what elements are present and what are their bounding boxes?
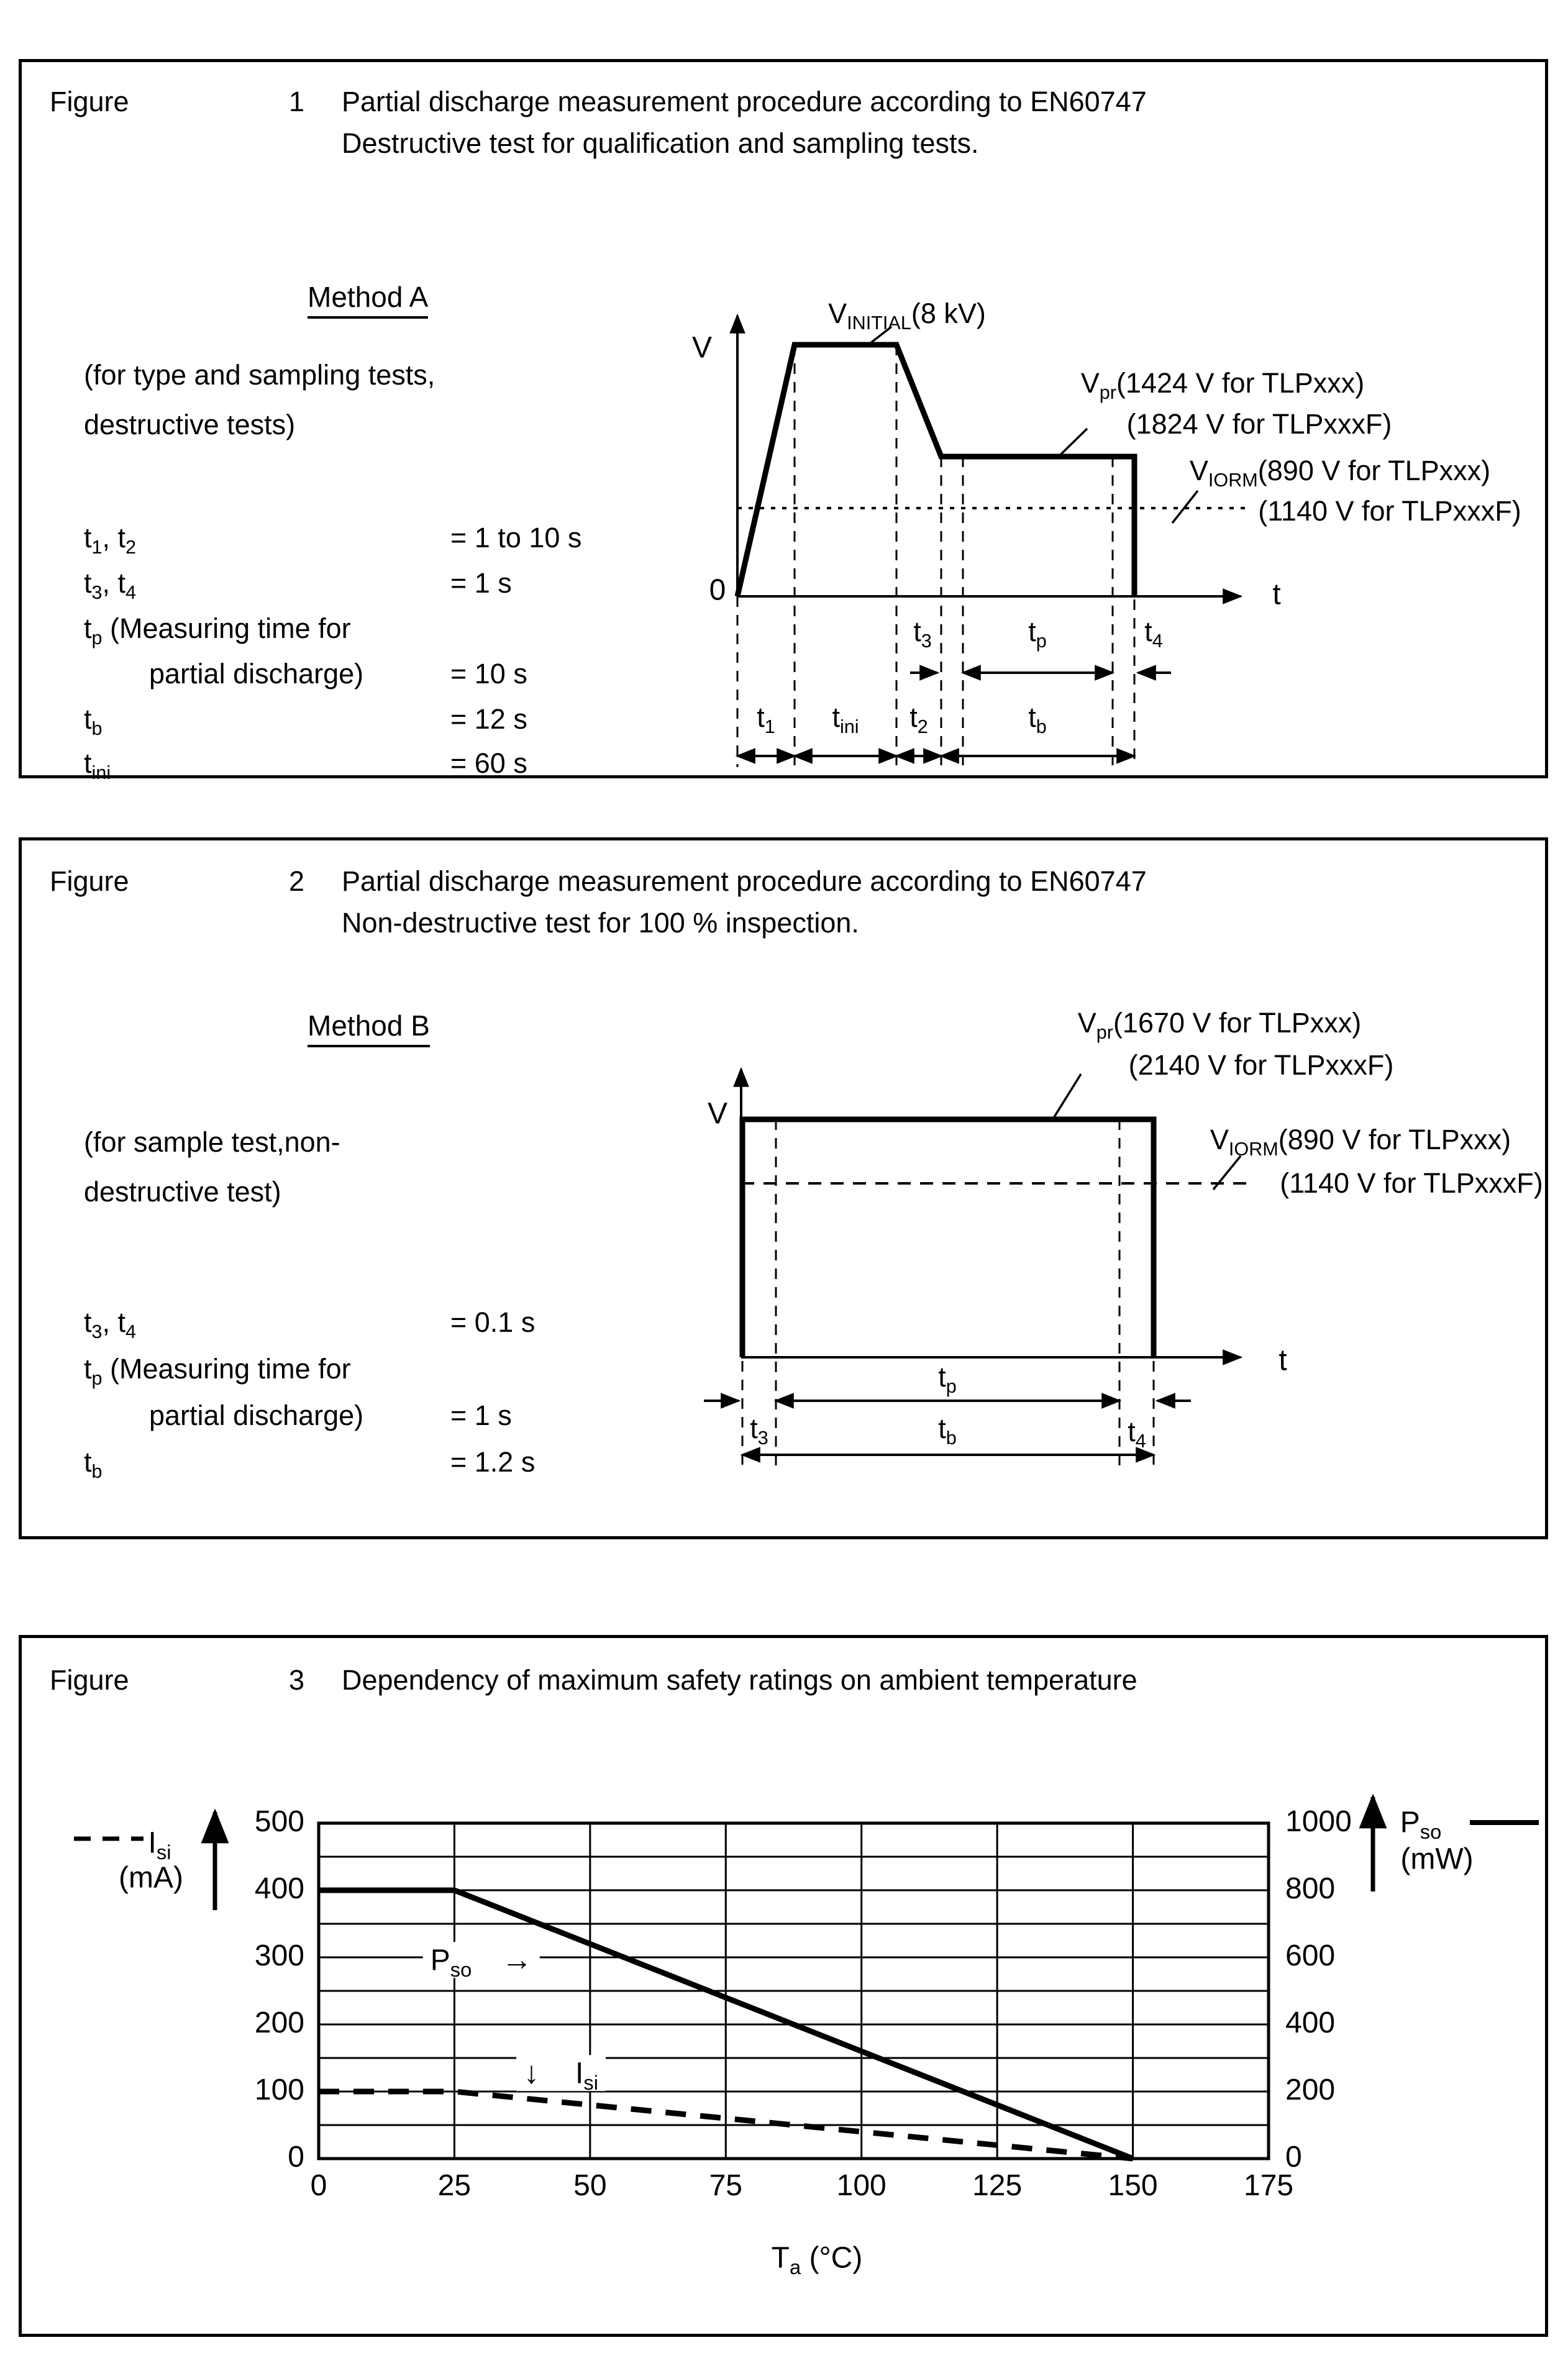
tini-dim-label: $t_{ini}$	[832, 701, 859, 738]
left-axis-tick-label: 300	[254, 1939, 304, 1972]
figure2-method-heading: Method B	[308, 1009, 430, 1047]
figure3-chart	[22, 1638, 1551, 2340]
t1-dim-label: $t_1$	[757, 701, 775, 738]
right-arrow-icon: →	[501, 1942, 533, 1977]
x-axis-tick-label: 150	[1108, 2169, 1158, 2202]
param-value: = 0.1 s	[450, 1306, 536, 1338]
v-axis-label: V	[691, 331, 713, 365]
param-value: = 10 s	[450, 658, 527, 690]
v-pr-label-line2: (1824 V for TLPxxxF)	[1126, 408, 1392, 440]
isi-curve-annotation-text: $I_{si}$	[575, 2057, 598, 2094]
figure2-box	[19, 837, 1548, 1539]
left-axis-tick-label: 400	[254, 1872, 304, 1905]
figure1-box	[19, 59, 1548, 783]
figure1-intro-line1: (for type and sampling tests,	[84, 359, 435, 391]
tb-dim-label: $t_b$	[938, 1413, 957, 1449]
right-axis-tick-label: 200	[1285, 2073, 1336, 2106]
figure1-label: Figure	[50, 86, 129, 117]
x-axis-tick-label: 50	[573, 2169, 607, 2202]
param-name: $t_{ini}$	[84, 747, 111, 783]
t3-dim-label: $t_3$	[750, 1413, 768, 1449]
param-value: = 1 to 10 s	[450, 522, 582, 553]
tb-dim-label: $t_b$	[1028, 701, 1047, 738]
v-iorm-label-line2: (1140 V for TLPxxxF)	[1258, 495, 1521, 527]
tp-dim-label: $t_p$	[938, 1361, 957, 1398]
figure3-box	[19, 1635, 1548, 2337]
param-value: = 60 s	[450, 747, 527, 779]
param-name: $t_p$ (Measuring time for	[84, 1353, 351, 1389]
figure2-intro-line1: (for sample test,non-	[84, 1126, 340, 1158]
figure1-method-heading: Method A	[308, 281, 428, 319]
pso-curve-annotation-text: $P_{so}$	[430, 1944, 472, 1981]
dashed-guides	[737, 345, 1134, 767]
right-axis-tick-label: 400	[1285, 2006, 1336, 2039]
param-name: $t_b$	[84, 703, 103, 739]
figure2-number: 2	[289, 865, 305, 897]
v-iorm-label-line1: $V_{IORM}(890$ V for TLPxxx)	[1210, 1124, 1511, 1160]
left-axis-tick-label: 0	[288, 2141, 304, 2174]
v-iorm-label-line1: $V_{IORM}(890$ V for TLPxxx)	[1189, 455, 1491, 491]
right-axis-tick-label: 800	[1285, 1872, 1336, 1905]
param-name: $t_1$, $t_2$	[84, 522, 137, 558]
legend-isi-label: $I_{si}$	[148, 1826, 171, 1864]
figure2-intro-line2: destructive test)	[84, 1176, 281, 1208]
t3-dim-label: $t_3$	[913, 616, 932, 652]
origin-label: 0	[709, 573, 726, 607]
figure2-label: Figure	[50, 865, 129, 897]
voltage-pulse	[742, 1119, 1154, 1357]
isi-curve-annotation	[516, 2055, 606, 2094]
v-pr-label-line2: (2140 V for TLPxxxF)	[1128, 1049, 1394, 1081]
figure1-title-line1: Partial discharge measurement procedure according to EN60747	[342, 86, 1147, 117]
right-axis-tick-label: 0	[1285, 2141, 1302, 2174]
figure2-title-line2: Non-destructive test for 100 % inspection.	[342, 907, 859, 939]
v-initial-label: $V_{INITIAL}(8$ kV)	[828, 298, 986, 334]
left-axis-tick-label: 500	[254, 1805, 304, 1838]
param-name: $t_b$	[84, 1446, 103, 1482]
figure1-title-line2: Destructive test for qualification and sampling tests.	[342, 127, 979, 159]
v-pr-label-line1: $V_{pr}(1424$ V for TLPxxx)	[1080, 367, 1365, 404]
param-value: = 1 s	[450, 567, 512, 599]
param-value: = 1.2 s	[450, 1446, 536, 1478]
right-axis-tick-label: 1000	[1285, 1805, 1352, 1838]
figure2-title-line1: Partial discharge measurement procedure according to EN60747	[342, 865, 1147, 897]
left-axis-tick-label: 100	[254, 2073, 304, 2106]
figure3-number: 3	[289, 1664, 305, 1696]
legend-pso-label: $P_{so}$	[1400, 1806, 1442, 1843]
param-name: $t_3$, $t_4$	[84, 567, 137, 603]
x-axis-tick-label: 125	[972, 2169, 1023, 2202]
param-name: partial discharge)	[149, 658, 364, 690]
t4-dim-label: $t_4$	[1128, 1416, 1146, 1452]
left-axis-tick-label: 200	[254, 2006, 304, 2039]
right-axis-tick-label: 600	[1285, 1939, 1336, 1972]
param-value: = 12 s	[450, 703, 527, 735]
x-axis-tick-label: 75	[709, 2169, 742, 2202]
figure1-number: 1	[289, 86, 305, 117]
legend-isi-unit: (mA)	[119, 1861, 183, 1895]
t4-dim-label: $t_4$	[1144, 616, 1163, 652]
v-iorm-label-line2: (1140 V for TLPxxxF)	[1280, 1167, 1543, 1199]
t-axis-label: t	[1279, 1344, 1287, 1377]
x-axis-tick-label: 0	[310, 2169, 327, 2202]
legend-pso-unit: (mW)	[1400, 1842, 1474, 1876]
param-name: partial discharge)	[149, 1400, 364, 1431]
t-axis-label: t	[1272, 578, 1281, 611]
tp-dim-label: $t_p$	[1028, 616, 1047, 652]
param-name: $t_3$, $t_4$	[84, 1306, 137, 1342]
down-arrow-icon: ↓	[524, 2055, 540, 2090]
v-pr-label-line1: $V_{pr}(1670$ V for TLPxxx)	[1077, 1007, 1362, 1044]
voltage-waveform	[737, 345, 1134, 596]
figure3-label: Figure	[50, 1664, 129, 1696]
x-axis-tick-label: 100	[836, 2169, 887, 2202]
pso-curve-annotation	[423, 1942, 540, 1981]
t2-dim-label: $t_2$	[909, 701, 928, 738]
figure2-waveform-diagram	[674, 971, 1531, 1499]
figure1-intro-line2: destructive tests)	[84, 409, 296, 440]
x-axis-title: $T_a$ (°C)	[771, 2241, 863, 2278]
param-name: $t_p$ (Measuring time for	[84, 612, 351, 649]
v-axis-label: V	[707, 1097, 728, 1131]
x-axis-tick-label: 175	[1243, 2169, 1294, 2202]
param-value: = 1 s	[450, 1400, 512, 1431]
figure3-title: Dependency of maximum safety ratings on ambient temperature	[342, 1664, 1137, 1696]
x-axis-tick-label: 25	[437, 2169, 472, 2202]
